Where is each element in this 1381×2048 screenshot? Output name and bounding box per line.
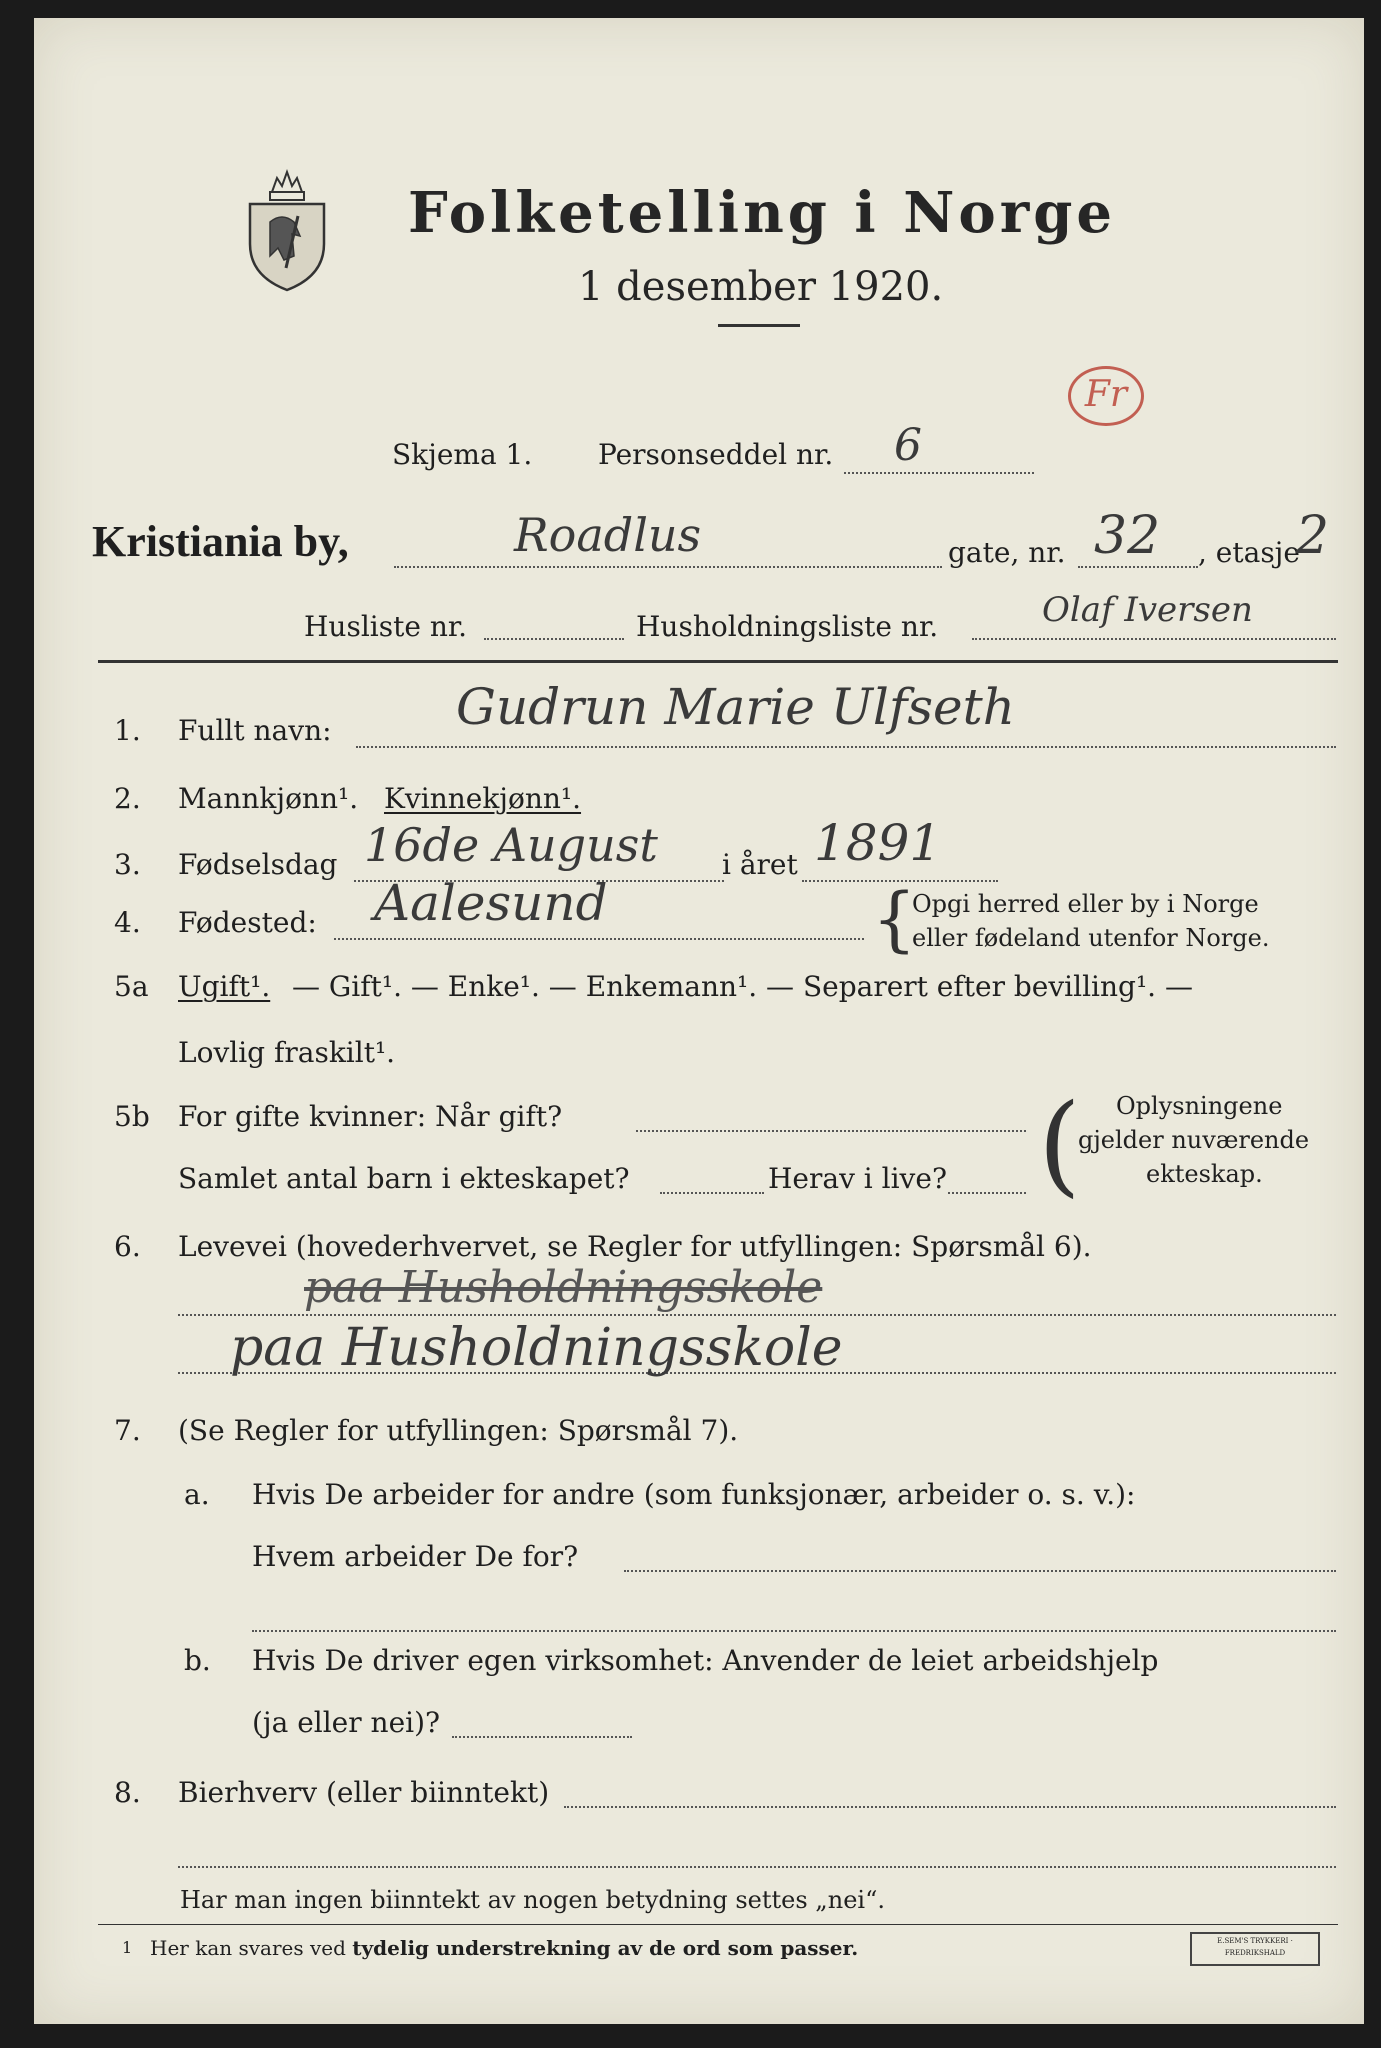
q1-label: Fullt navn: bbox=[178, 714, 332, 747]
footer-rule bbox=[98, 1924, 1338, 1925]
q7a-question: Hvem arbeider De for? bbox=[252, 1540, 579, 1573]
q4-note-line1: Opgi herred eller by i Norge bbox=[912, 890, 1259, 918]
street-value: Roadlus bbox=[514, 508, 702, 562]
etasje-value: 2 bbox=[1296, 506, 1330, 566]
personseddel-value: 6 bbox=[894, 420, 922, 471]
occupation-value: paa Husholdningsskole bbox=[230, 1318, 843, 1378]
q5b-note-brace: ( bbox=[1038, 1080, 1081, 1208]
q5a-options: — Gift¹. — Enke¹. — Enkemann¹. — Separert efter bevilling¹. — bbox=[292, 970, 1193, 1003]
year-label: i året bbox=[722, 848, 798, 881]
q3-number: 3. bbox=[114, 848, 141, 881]
norway-coat-of-arms-icon bbox=[242, 164, 332, 294]
q2-number: 2. bbox=[114, 782, 141, 815]
footnote-text-bold: tydelig understrekning av de ord som passer. bbox=[352, 1936, 859, 1960]
q8-number: 8. bbox=[114, 1776, 141, 1809]
gate-number-value: 32 bbox=[1094, 506, 1161, 566]
personseddel-label: Personseddel nr. bbox=[598, 438, 834, 471]
q5b-married-label: For gifte kvinner: Når gift? bbox=[178, 1100, 563, 1133]
q4-note-line2: eller fødeland utenfor Norge. bbox=[912, 924, 1270, 952]
city-label: Kristiania by, bbox=[92, 517, 349, 566]
gate-label: gate, nr. bbox=[948, 536, 1066, 569]
q5b-number: 5b bbox=[114, 1100, 150, 1133]
q7-number: 7. bbox=[114, 1414, 141, 1447]
option-kvinnekjonn-underlined: Kvinnekjønn¹. bbox=[384, 782, 582, 815]
footer-note: Har man ingen biinntekt av nogen betydning settes „nei“. bbox=[180, 1886, 885, 1914]
q1-number: 1. bbox=[114, 714, 141, 747]
q3-label: Fødselsdag bbox=[178, 848, 338, 881]
footnote-marker: 1 bbox=[122, 1938, 133, 1957]
q6-label: Levevei (hovederhvervet, se Regler for utfyllingen: Spørsmål 6). bbox=[178, 1230, 1092, 1263]
q4-note-brace: { bbox=[872, 878, 917, 960]
q7b-question: (ja eller nei)? bbox=[252, 1706, 441, 1739]
q5b-note-line1: Oplysningene bbox=[1116, 1092, 1283, 1120]
husholdningsliste-label: Husholdningsliste nr. bbox=[636, 610, 939, 643]
q5a-number: 5a bbox=[114, 970, 149, 1003]
birthday-value: 16de August bbox=[364, 818, 658, 872]
title-divider bbox=[718, 324, 800, 327]
footnote-text bbox=[150, 1936, 858, 1960]
occupation-struck-value: paa Husholdningsskole bbox=[304, 1262, 823, 1313]
census-date: 1 desember 1920. bbox=[578, 264, 944, 310]
option-lovlig-fraskilt: Lovlig fraskilt¹. bbox=[178, 1036, 396, 1069]
q4-label: Fødested: bbox=[178, 906, 317, 939]
birthplace-value: Aalesund bbox=[374, 874, 608, 932]
option-ugift-underlined: Ugift¹. bbox=[178, 970, 271, 1003]
printer-mark: E.SEM'S TRYKKERI · FREDRIKSHALD bbox=[1190, 1932, 1320, 1966]
footnote-text-plain: Her kan svares ved bbox=[150, 1936, 353, 1960]
q7b-text: Hvis De driver egen virksomhet: Anvender de leiet arbeidshjelp bbox=[252, 1644, 1159, 1677]
q5b-note-line2: gjelder nuværende bbox=[1078, 1126, 1310, 1154]
husholdningsliste-value: Olaf Iversen bbox=[1042, 590, 1253, 630]
option-mannkjonn: Mannkjønn¹. bbox=[178, 782, 359, 815]
q6-number: 6. bbox=[114, 1230, 141, 1263]
etasje-label: , etasje bbox=[1198, 536, 1300, 569]
q7a-text: Hvis De arbeider for andre (som funksjonær, arbeider o. s. v.): bbox=[252, 1478, 1136, 1511]
census-form-sheet bbox=[34, 18, 1364, 2024]
q7-label: (Se Regler for utfyllingen: Spørsmål 7). bbox=[178, 1414, 739, 1447]
husliste-label: Husliste nr. bbox=[304, 610, 468, 643]
schema-label: Skjema 1. bbox=[392, 438, 533, 471]
full-name-value: Gudrun Marie Ulfseth bbox=[456, 678, 1015, 736]
form-title: Folketelling i Norge bbox=[408, 180, 1117, 246]
q8-label: Bierhverv (eller biinntekt) bbox=[178, 1776, 550, 1809]
inspector-stamp: Fr bbox=[1068, 366, 1144, 426]
q7b-letter: b. bbox=[184, 1644, 211, 1677]
q5b-children-label: Samlet antal barn i ekteskapet? bbox=[178, 1162, 630, 1195]
q5b-alive-label: Herav i live? bbox=[768, 1162, 947, 1195]
q4-number: 4. bbox=[114, 906, 141, 939]
birth-year-value: 1891 bbox=[814, 814, 942, 872]
header-rule bbox=[98, 660, 1338, 663]
q5b-note-line3: ekteskap. bbox=[1146, 1160, 1263, 1188]
q7a-letter: a. bbox=[184, 1478, 210, 1511]
